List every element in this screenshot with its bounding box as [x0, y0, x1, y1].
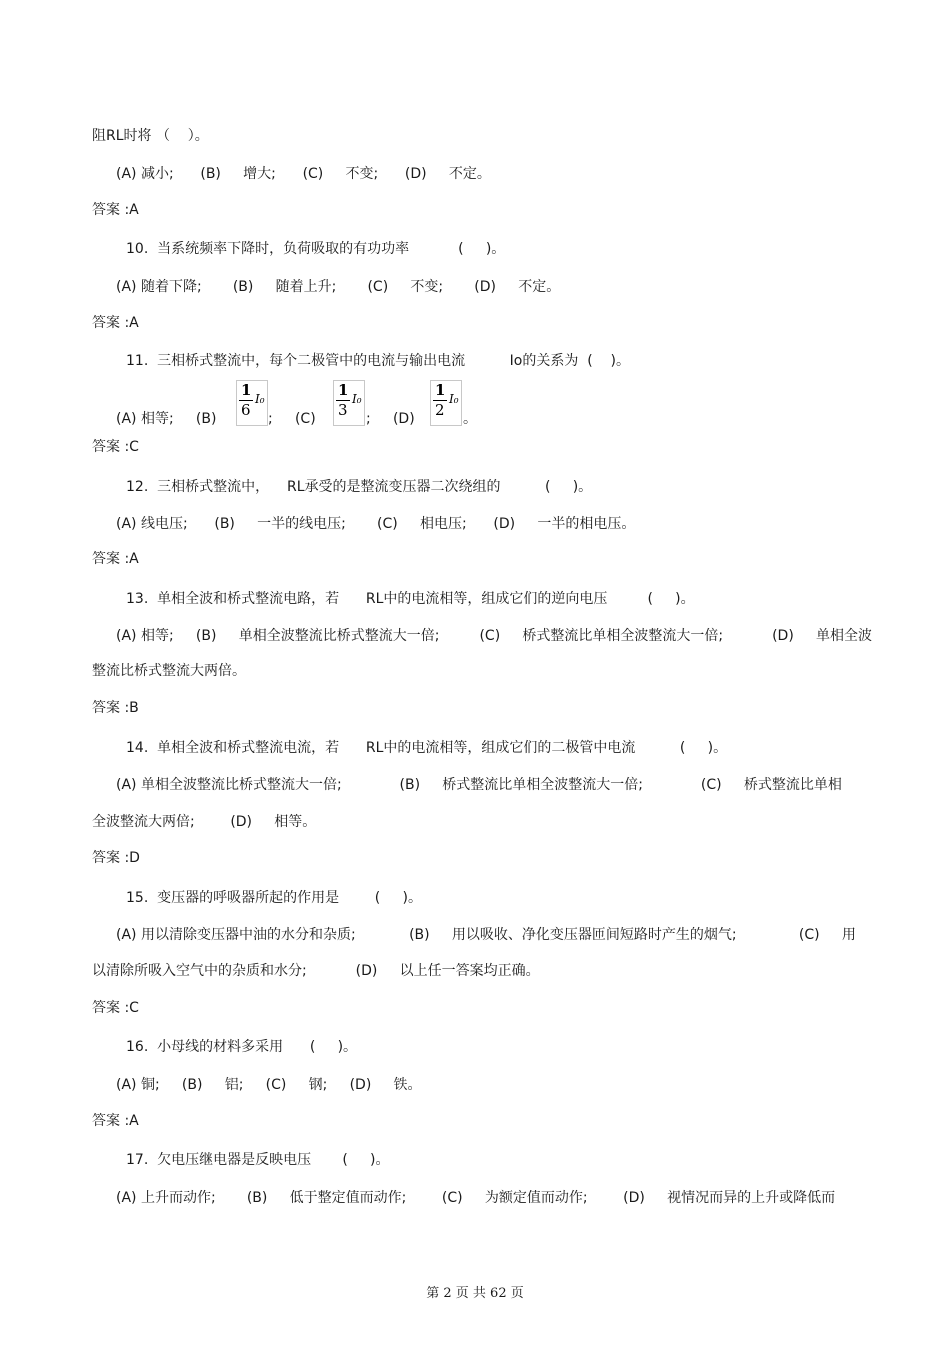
options-line: (A) 用以清除变压器中油的水分和杂质; (B) 用以吸收、净化变压器匝间短路时产生的烟气; (C) 用	[116, 927, 856, 943]
options-line: 全波整流大两倍; (D) 相等。	[92, 814, 317, 830]
fraction-symbol: I₀	[255, 392, 265, 406]
options-line: 整流比桥式整流大两倍。	[92, 663, 246, 679]
fraction-image	[333, 380, 365, 426]
fraction-denominator: 2	[435, 401, 445, 419]
fraction-numerator: 1	[338, 381, 349, 399]
fraction-denominator: 3	[338, 401, 348, 419]
answer-line: 答案 :A	[92, 202, 139, 218]
question-12: 12. 三相桥式整流中， RL承受的是整流变压器二次绕组的 ( )。	[126, 479, 593, 495]
question-15: 15. 变压器的呼吸器所起的作用是 ( )。	[126, 890, 422, 906]
options-line: (A) 线电压; (B) 一半的线电压; (C) 相电压; (D) 一半的相电压。	[116, 516, 636, 532]
fraction-denominator: 6	[241, 401, 251, 419]
options-line: (A) 上升而动作; (B) 低于整定值而动作; (C) 为额定值而动作; (D) 视情况而异的上升或降低而	[116, 1190, 836, 1206]
answer-line: 答案 :A	[92, 551, 139, 567]
answer-line: 答案 :D	[92, 850, 140, 866]
answer-line: 答案 :A	[92, 315, 139, 331]
options-line: 。	[463, 411, 477, 427]
text-line: 阻RL时将 （ ）。	[92, 128, 209, 144]
options-line: (A) 减小; (B) 增大; (C) 不变; (D) 不定。	[116, 166, 491, 182]
question-14: 14. 单相全波和桥式整流电流，若 RL中的电流相等，组成它们的二极管中电流 ( )。	[126, 740, 728, 756]
options-line: ; (C)	[268, 411, 316, 427]
options-line: (A) 相等; (B) 单相全波整流比桥式整流大一倍; (C) 桥式整流比单相全波整流大一倍; (D) 单相全波	[116, 628, 873, 644]
options-line: (A) 随着下降; (B) 随着上升; (C) 不变; (D) 不定。	[116, 279, 561, 295]
options-line: ; (D)	[366, 411, 415, 427]
answer-line: 答案 :C	[92, 1000, 139, 1016]
fraction-numerator: 1	[241, 381, 252, 399]
fraction-image	[430, 380, 462, 426]
question-10: 10. 当系统频率下降时，负荷吸取的有功功率 ( )。	[126, 241, 506, 257]
fraction-numerator: 1	[435, 381, 446, 399]
answer-line: 答案 :B	[92, 700, 139, 716]
options-line: 以清除所吸入空气中的杂质和水分; (D) 以上任一答案均正确。	[92, 963, 540, 979]
fraction-image	[236, 380, 268, 426]
options-line: (A) 相等; (B)	[116, 411, 217, 427]
options-line: (A) 铜; (B) 铝; (C) 钢; (D) 铁。	[116, 1077, 422, 1093]
fraction-symbol: I₀	[449, 392, 459, 406]
question-16: 16. 小母线的材料多采用 ( )。	[126, 1039, 358, 1055]
options-line: (A) 单相全波整流比桥式整流大一倍; (B) 桥式整流比单相全波整流大一倍; (C) 桥式整流比单相	[116, 777, 842, 793]
answer-line: 答案 :A	[92, 1113, 139, 1129]
page-footer: 第 2 页 共 62 页	[426, 1286, 524, 1301]
question-11: 11. 三相桥式整流中，每个二极管中的电流与输出电流 Io的关系为 ( )。	[126, 353, 630, 369]
answer-line: 答案 :C	[92, 439, 139, 455]
fraction-symbol: I₀	[352, 392, 362, 406]
question-13: 13. 单相全波和桥式整流电路，若 RL中的电流相等，组成它们的逆向电压 ( )。	[126, 591, 695, 607]
question-17: 17. 欠电压继电器是反映电压 ( )。	[126, 1152, 390, 1168]
